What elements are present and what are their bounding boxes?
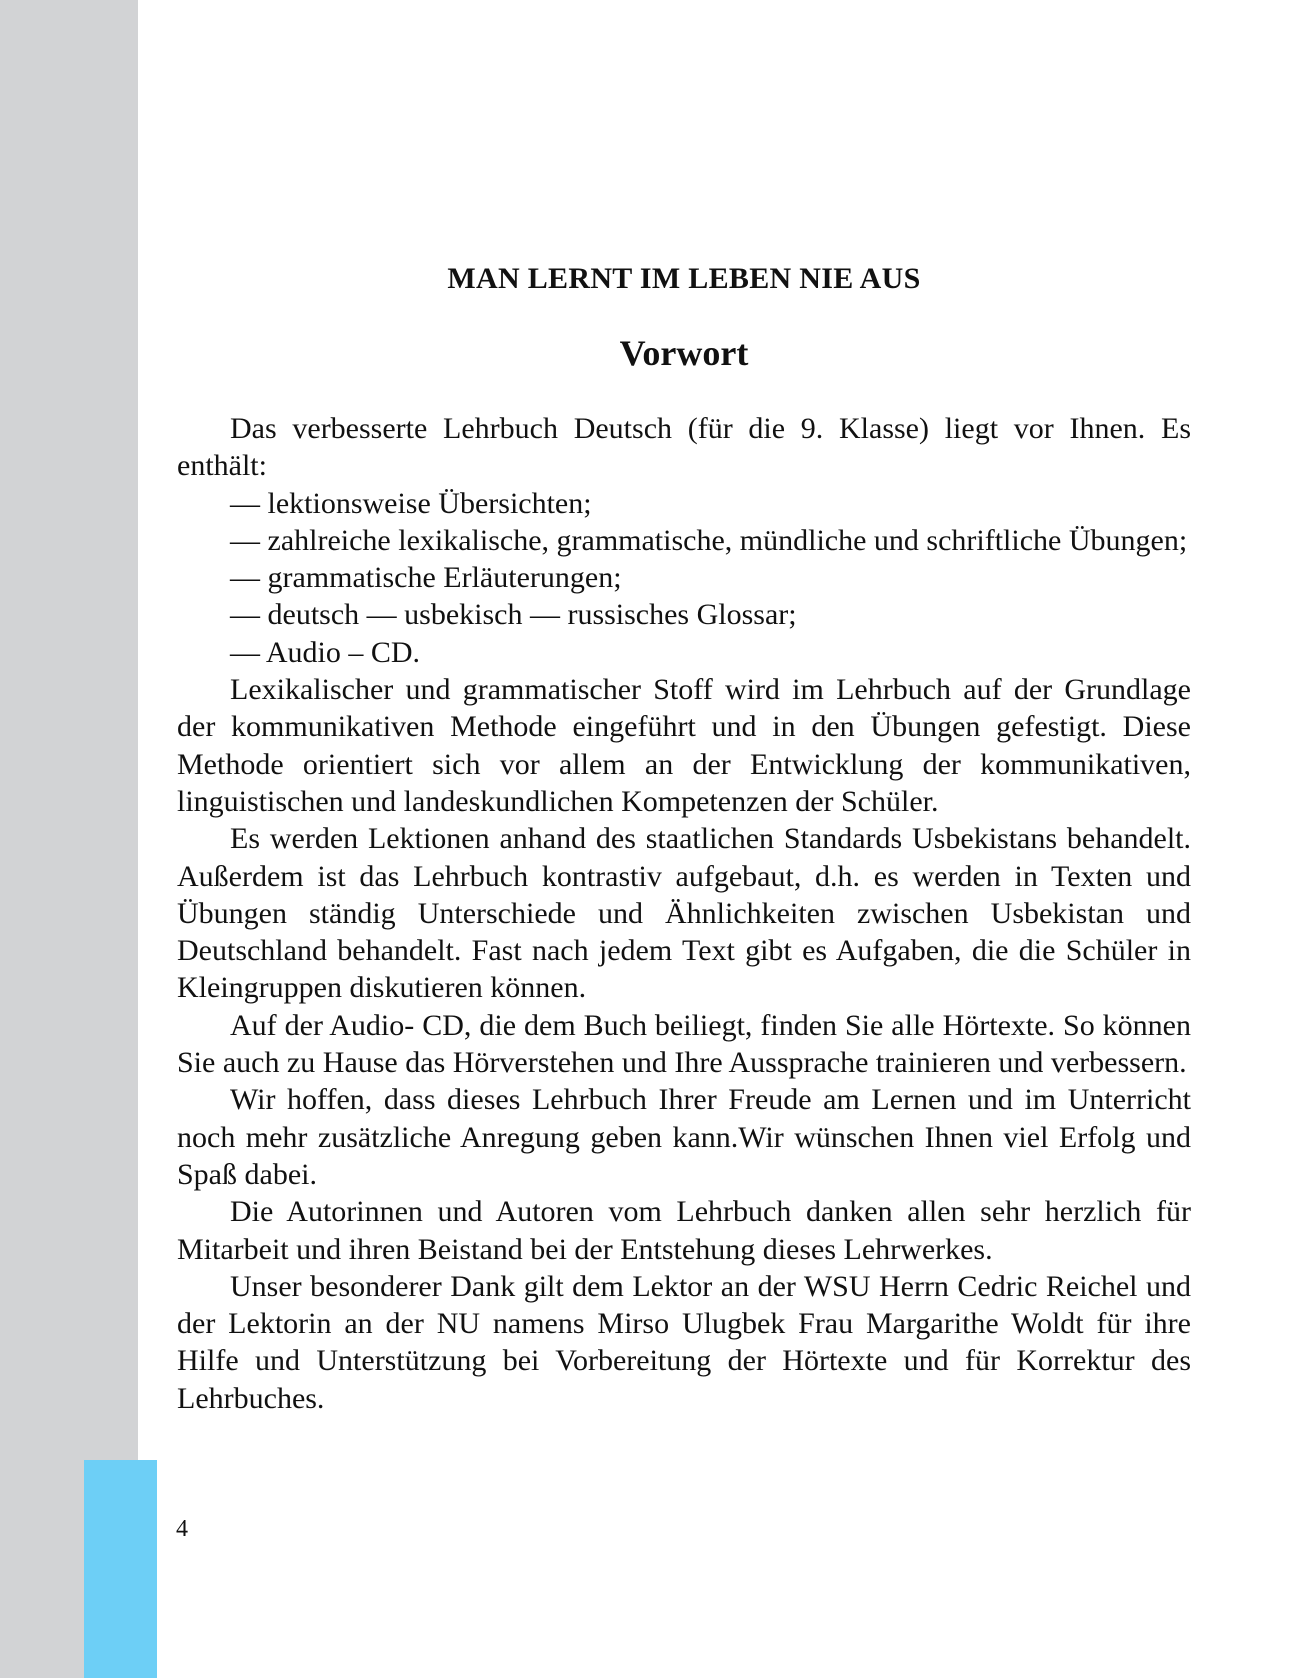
list-item: — lektionsweise Übersichten; [230,486,592,520]
contents-list [177,485,1191,671]
list-item: — grammatische Erläuterungen; [230,561,622,595]
paragraph: Unser besonderer Dank gilt dem Lektor an der WSU Herrn Cedric Reichel und der Lektorin an der NU namens Mirso Ulugbek Frau Margarithe Woldt für ihre Hilfe und Unterstützung bei Vorbereitung der Hörtexte und für Korrektur des Lehrbuches. [177,1269,1191,1415]
page-margin-band [0,0,138,1678]
paragraph: Die Autorinnen und Autoren vom Lehrbuch danken allen sehr herzlich für Mitarbeit und ihren Beistand bei der Entstehung dieses Lehrwerkes. [177,1195,1191,1266]
list-item: — zahlreiche lexikalische, grammatische, mündliche und schriftliche Übungen; [230,523,1188,557]
page-accent-tab [84,1460,157,1678]
chapter-title: MAN LERNT IM LEBEN NIE AUS [447,262,921,295]
page-number: 4 [176,1516,188,1542]
paragraph: Es werden Lektionen anhand des staatlichen Standards Usbekistans behandelt. Außerdem ist das Lehrbuch kontrastiv aufgebaut, d.h. es werden in Texten und Übungen ständig Unterschiede und Ähnlichkeiten zwischen Usbekistan und Deutschland behandelt. Fast nach jedem Text gibt es Aufgaben, die die Schüler in Kleingruppen diskutieren können. [177,822,1191,1005]
list-item: — Audio – CD. [230,635,421,669]
body-text [177,410,1191,1417]
paragraph: Auf der Audio- CD, die dem Buch beiliegt, finden Sie alle Hörtexte. So können Sie auch zu Hause das Hörverstehen und Ihre Aussprache trainieren und verbessern. [177,1008,1191,1080]
section-title: Vorwort [619,333,749,373]
list-item: — deutsch — usbekisch — russisches Glossar; [230,598,797,632]
paragraph: Lexikalischer und grammatischer Stoff wird im Lehrbuch auf der Grundlage der kommunikativen Methode eingeführt und in den Übungen gefestigt. Diese Methode orientiert sich vor allem an der Entwicklung der kommunikativen, linguistischen und landeskundlichen Kompetenzen der Schüler. [177,673,1191,818]
intro-paragraph: Das verbesserte Lehrbuch Deutsch (für die 9. Klasse) liegt vor Ihnen. Es enthält: [177,412,1191,483]
paragraph: Wir hoffen, dass dieses Lehrbuch Ihrer Freude am Lernen und im Unterricht noch mehr zusätzliche Anregung geben kann.Wir wünschen Ihnen viel Erfolg und Spaß dabei. [177,1083,1191,1191]
